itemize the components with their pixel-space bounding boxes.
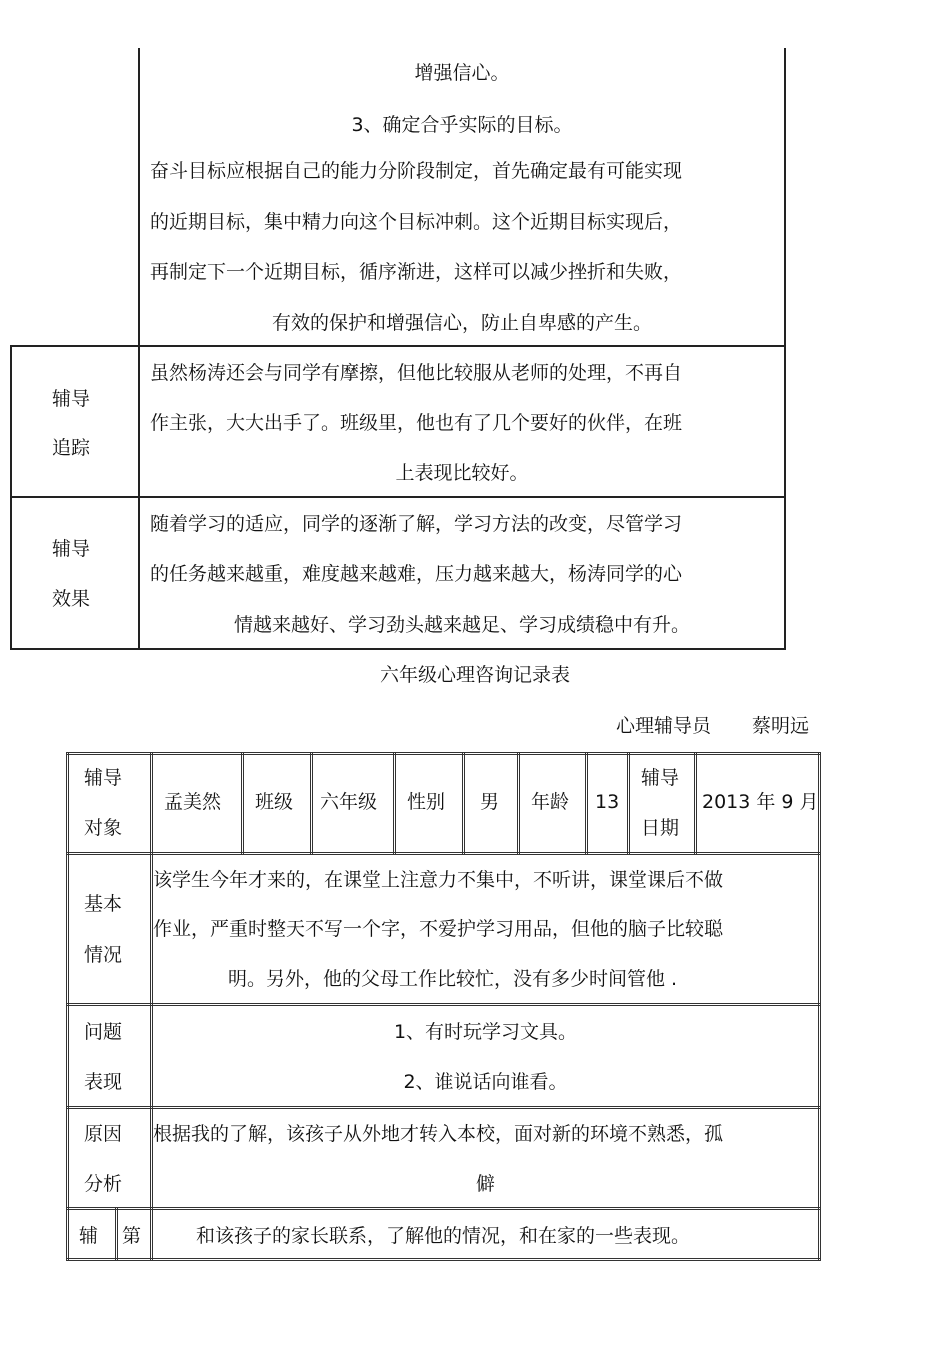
tracking-label: 辅导	[52, 388, 91, 410]
counselor-name: 蔡明远	[752, 715, 810, 737]
effect-label: 效果	[52, 588, 91, 610]
cause-label: 原因	[84, 1123, 123, 1145]
cause-text: 根据我的了解，该孩子从外地才转入本校，面对新的环境不熟悉，孤	[153, 1123, 724, 1145]
gender-label: 性别	[407, 791, 446, 813]
problem-label: 表现	[84, 1071, 123, 1093]
gender-value: 男	[480, 791, 500, 813]
age-value: 13	[595, 791, 620, 813]
problem-text: 2、谁说话向谁看。	[403, 1071, 568, 1093]
effect-text: 的任务越来越重，难度越来越难，压力越来越大，杨涛同学的心	[150, 563, 683, 585]
continuation-line: 再制定下一个近期目标，循序渐进，这样可以减少挫折和失败，	[150, 261, 683, 283]
class-value: 六年级	[320, 791, 378, 813]
continuation-line: 有效的保护和增强信心，防止自卑感的产生。	[271, 312, 652, 334]
basic-text: 作业，严重时整天不写一个字，不爱护学习用品，但他的脑子比较聪	[153, 918, 724, 940]
continuation-line: 增强信心。	[414, 62, 510, 84]
date-value: 2013 年 9 月	[702, 791, 819, 813]
effect-label: 辅导	[52, 538, 91, 560]
basic-text: 明。另外，他的父母工作比较忙，没有多少时间管他 .	[228, 968, 678, 990]
process-text: 和该孩子的家长联系，了解他的情况，和在家的一些表现。	[196, 1225, 691, 1247]
class-label: 班级	[255, 791, 294, 813]
age-label: 年龄	[531, 791, 570, 813]
process-label: 第	[122, 1225, 142, 1247]
subject-name: 孟美然	[164, 791, 222, 813]
tracking-text: 上表现比较好。	[395, 462, 529, 484]
basic-label: 基本	[84, 893, 123, 915]
cause-text: 僻	[475, 1173, 495, 1195]
effect-text: 情越来越好、学习劲头越来越足、学习成绩稳中有升。	[233, 614, 690, 636]
basic-label: 情况	[84, 944, 123, 966]
record-title: 六年级心理咨询记录表	[379, 664, 570, 686]
counselor-label: 心理辅导员	[616, 715, 712, 737]
problem-label: 问题	[84, 1021, 123, 1043]
subject-label: 对象	[84, 817, 123, 839]
subject-label: 辅导	[84, 767, 123, 789]
basic-text: 该学生今年才来的，在课堂上注意力不集中，不听讲，课堂课后不做	[153, 869, 724, 891]
continuation-line: 3、确定合乎实际的目标。	[351, 114, 573, 136]
effect-text: 随着学习的适应，同学的逐渐了解，学习方法的改变，尽管学习	[150, 513, 683, 535]
tracking-label: 追踪	[52, 437, 91, 459]
continuation-line: 奋斗目标应根据自己的能力分阶段制定，首先确定最有可能实现	[150, 160, 683, 182]
tracking-text: 作主张，大大出手了。班级里，他也有了几个要好的伙伴，在班	[150, 412, 683, 434]
continuation-line: 的近期目标，集中精力向这个目标冲刺。这个近期目标实现后，	[150, 211, 683, 233]
process-label: 辅	[79, 1225, 99, 1247]
cause-label: 分析	[84, 1173, 123, 1195]
tracking-text: 虽然杨涛还会与同学有摩擦，但他比较服从老师的处理，不再自	[150, 362, 683, 384]
date-label: 辅导	[641, 767, 680, 789]
problem-text: 1、有时玩学习文具。	[393, 1021, 578, 1043]
date-label: 日期	[641, 817, 680, 839]
